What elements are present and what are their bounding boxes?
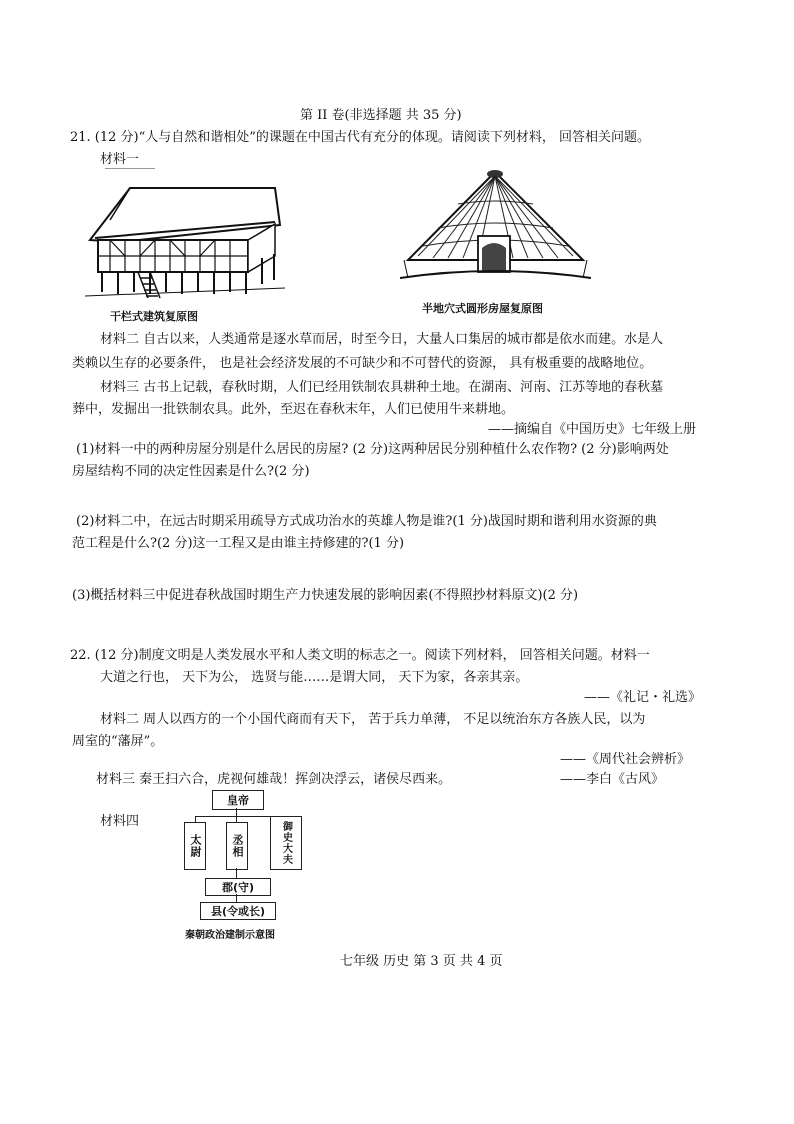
round-house-image — [398, 168, 593, 288]
q22-material2-source: ——《周代社会辨析》 — [560, 752, 691, 767]
q21-question3: (3)概括材料三中促进春秋战国时期生产力快速发展的影响因素(不得照抄材料原文)(2 分) — [72, 588, 579, 603]
connector — [236, 894, 237, 902]
q21-question2-line2: 范工程是什么?(2 分)这一工程又是由谁主持修建的?(1 分) — [72, 536, 405, 551]
q21-material1-label: 材料一 — [100, 152, 140, 167]
q21-question1-line1: (1)材料一中的两种房屋分别是什么居民的房屋? (2 分)这两种居民分别种植什么农作物? (2 分)影响两处 — [76, 442, 669, 457]
page-footer: 七年级 历史 第 3 页 共 4 页 — [340, 954, 503, 969]
diagram-jun-box: 郡(守) — [205, 878, 271, 896]
q22-material2-line1: 材料二 周人以西方的一个小国代商而有天下， 苦于兵力单薄， 不足以统治东方各族人民，以为 — [100, 712, 646, 727]
q22-material4-label: 材料四 — [100, 814, 140, 829]
diagram-emperor-box: 皇帝 — [212, 790, 264, 810]
diagram-yushi-box: 御史大夫 — [270, 816, 302, 870]
q22-stem: 22. (12 分)制度文明是人类发展水平和人类文明的标志之一。阅读下列材料， 回答相关问题。材料一 — [70, 648, 650, 663]
q21-material2-line2: 类赖以生存的必要条件， 也是社会经济发展的不可缺少和不可替代的资源， 具有极重要的战略地位。 — [72, 356, 653, 371]
q21-stem: 21. (12 分)“人与自然和谐相处”的课题在中国古代有充分的体现。请阅读下列材料， 回答相关问题。 — [70, 130, 651, 145]
q21-source: ——摘编自《中国历史》七年级上册 — [488, 422, 697, 437]
q21-material3-line2: 葬中，发掘出一批铁制农具。此外，至迟在春秋末年，人们已使用牛来耕地。 — [72, 402, 515, 417]
q22-material2-line2: 周室的“藩屏”。 — [72, 734, 164, 749]
q22-material3-source: ——李白《古风》 — [560, 772, 665, 787]
q22-material3-text: 材料三 秦王扫六合，虎视何雄哉！挥剑决浮云，诸侯尽西来。 — [96, 772, 452, 787]
stilt-house-image — [80, 180, 290, 300]
q21-question1-line2: 房屋结构不同的决定性因素是什么?(2 分) — [72, 464, 310, 479]
stilt-house-caption: 干栏式建筑复原图 — [110, 310, 198, 323]
diagram-taiwei-box: 太尉 — [184, 822, 206, 870]
q22-material1-source: ——《礼记・礼选》 — [584, 690, 702, 705]
round-house-caption: 半地穴式圆形房屋复原图 — [422, 302, 543, 315]
q21-question2-line1: (2)材料二中，在远古时期采用疏导方式成功治水的英雄人物是谁?(1 分)战国时期和谐利用水资源的典 — [76, 514, 657, 529]
q22-material1-text: 大道之行也， 天下为公， 选贤与能……是谓大同， 天下为家，各亲其亲。 — [100, 670, 529, 685]
diagram-chengxiang-box: 丞相 — [226, 822, 248, 870]
q21-material2-line1: 材料二 自古以来，人类通常是逐水草而居，时至今日，大量人口集居的城市都是依水而建。水是人 — [100, 332, 664, 347]
label-underline — [105, 168, 155, 169]
section-title: 第 II 卷(非选择题 共 35 分) — [300, 108, 462, 123]
connector — [236, 868, 237, 878]
connector — [236, 808, 237, 816]
diagram-caption: 秦朝政治建制示意图 — [185, 930, 275, 941]
q21-material3-line1: 材料三 古书上记载，春秋时期，人们已经用铁制农具耕种土地。在湖南、河南、江苏等地的春秋墓 — [100, 380, 664, 395]
diagram-xian-box: 县(令或长) — [200, 902, 276, 920]
